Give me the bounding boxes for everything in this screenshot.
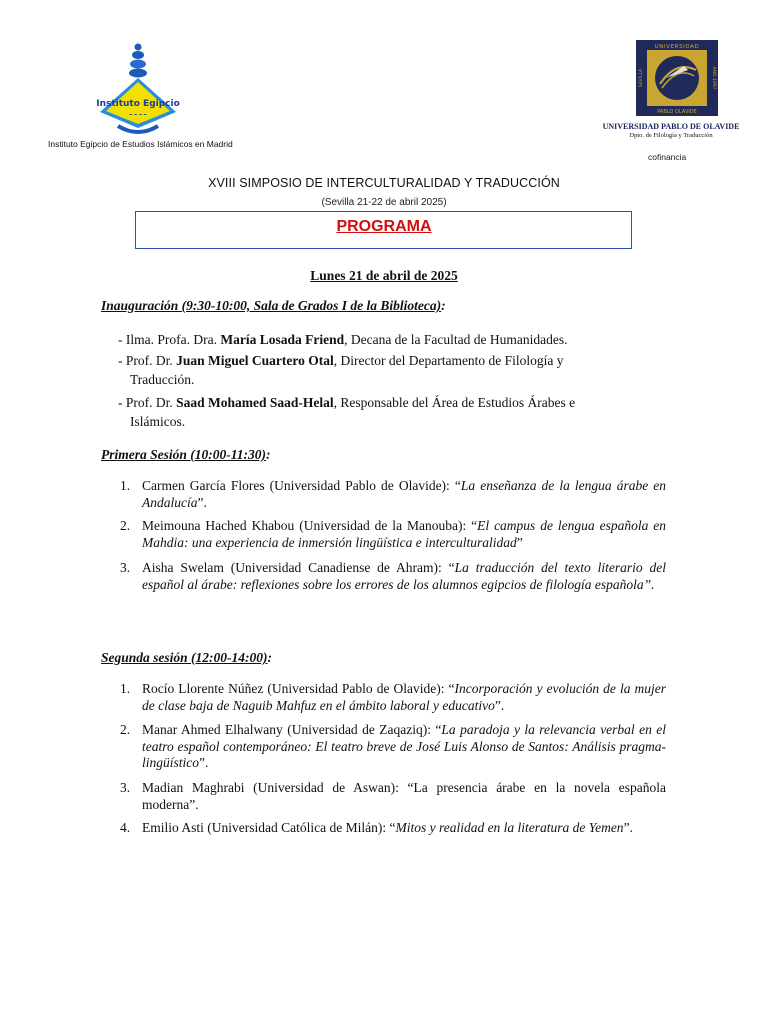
speaker-name: María Losada Friend: [220, 332, 345, 347]
paper-title: El campus de lengua española en Mahdia: una experiencia de inmersión lingüística e interculturalidad: [142, 518, 666, 550]
inauguracion-item-3: - Prof. Dr. Saad Mohamed Saad-Helal, Responsable del Área de Estudios Árabes e Islámicos.: [118, 395, 576, 429]
universidad-pablo-de-olavide-seal: [636, 40, 718, 116]
speaker-name: Saad Mohamed Saad-Helal: [176, 395, 334, 410]
svg-text:UNIVERSIDAD: UNIVERSIDAD: [654, 44, 700, 50]
segunda-sesion-heading: Segunda sesión (12:00-14:00):: [101, 650, 273, 665]
paper-title: Incorporación y evolución de la mujer de clase baja de Naguib Mahfuz en el ámbito laboral y educativo: [142, 681, 666, 713]
svg-text:ـ ـ ـ ـ: ـ ـ ـ ـ: [129, 109, 147, 117]
paper-title: La traducción del texto literario del español al árabe: reflexiones sobre los errores de los alumnos egipcios de filología española”.: [142, 560, 666, 592]
instituto-egipcio-logo: [96, 42, 180, 138]
svg-text:Instituto Egipcio: Instituto Egipcio: [96, 99, 180, 109]
paper-title: Mitos y realidad en la literatura de Yemen: [395, 820, 624, 835]
inauguracion-item-2: - Prof. Dr. Juan Miguel Cuartero Otal, Director del Departamento de Filología y Traducción.: [118, 353, 564, 387]
segunda-sesion-heading-text: Segunda sesión (12:00-14:00): [101, 650, 268, 665]
inauguracion-heading: Inauguración (9:30-10:00, Sala de Grados I de la Biblioteca):: [101, 298, 446, 313]
symposium-subtitle: (Sevilla 21-22 de abril 2025): [321, 197, 447, 208]
svg-text:ANO 1997: ANO 1997: [711, 66, 716, 90]
universidad-name: UNIVERSIDAD PABLO DE OLAVIDE: [602, 122, 740, 131]
paper-title: La enseñanza de la lengua árabe en Andalucía: [142, 478, 666, 510]
inauguracion-heading-text: Inauguración (9:30-10:00, Sala de Grados I de la Biblioteca): [101, 298, 442, 313]
inauguracion-item-1: - Ilma. Profa. Dra. María Losada Friend, Decana de la Facultad de Humanidades.: [118, 332, 568, 347]
symposium-title: XVIII SIMPOSIO DE INTERCULTURALIDAD Y TRADUCCIÓN: [208, 176, 560, 190]
day-heading: Lunes 21 de abril de 2025: [310, 268, 458, 283]
department-name: Dpto. de Filología y Traducción: [629, 132, 713, 139]
primera-sesion-heading-text: Primera Sesión (10:00-11:30): [101, 447, 266, 462]
paper-title: La paradoja y la relevancia verbal en el teatro español contemporáneo: El teatro breve de José Luis Alonso de Santos: Análisis pragma-lingüístico: [142, 722, 666, 770]
svg-text:PABLO OLAVIDE: PABLO OLAVIDE: [657, 109, 697, 115]
speaker-name: Juan Miguel Cuartero Otal: [176, 353, 334, 368]
programa-title: PROGRAMA: [336, 218, 432, 235]
instituto-egipcio-caption: Instituto Egipcio de Estudios Islámicos en Madrid: [48, 139, 233, 149]
cofinancia-label: cofinancia: [648, 152, 687, 162]
svg-text:SEVILLA: SEVILLA: [639, 68, 644, 88]
primera-sesion-heading: Primera Sesión (10:00-11:30):: [101, 447, 271, 462]
